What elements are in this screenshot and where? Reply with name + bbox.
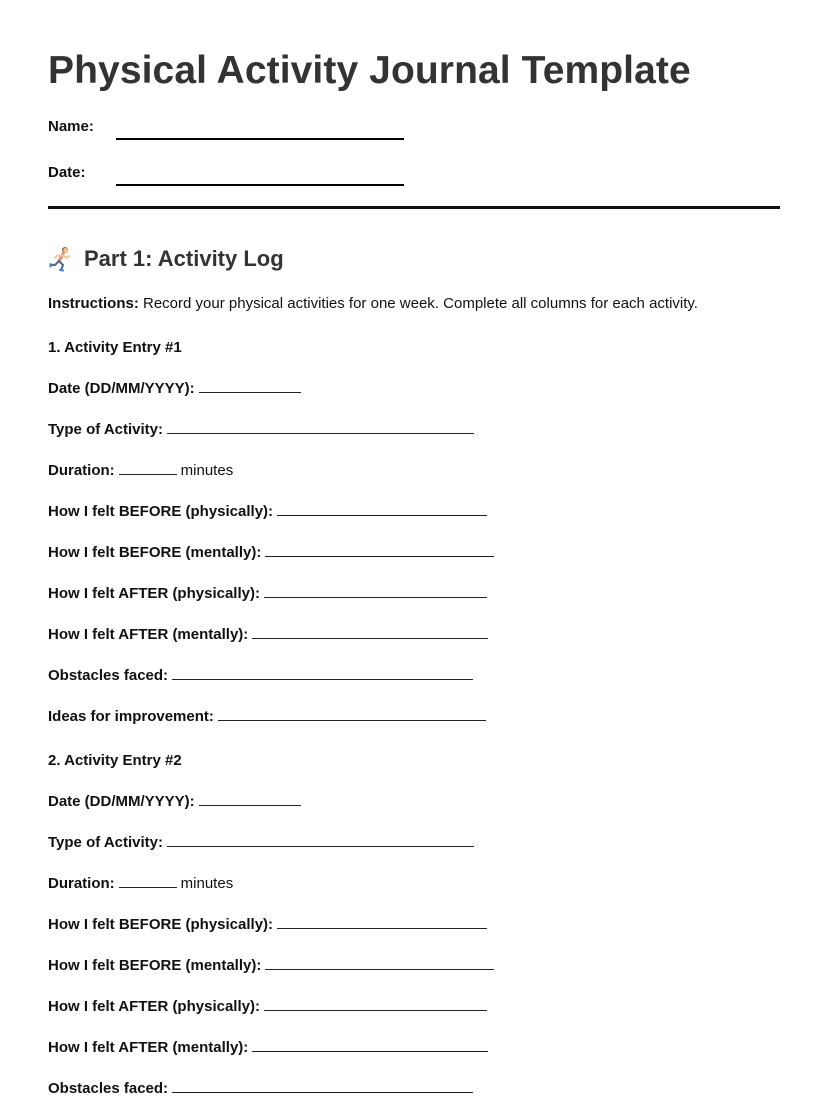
field-row: [48, 792, 780, 811]
date-row: [48, 160, 780, 182]
field-label: Obstacles faced:: [48, 667, 169, 684]
name-input-line[interactable]: [116, 122, 404, 140]
field-row: [48, 625, 780, 644]
field-row: [48, 1038, 780, 1057]
instructions: [48, 295, 780, 313]
blank-line[interactable]: [218, 707, 486, 721]
blank-line[interactable]: [252, 625, 488, 639]
field-row: [48, 543, 780, 562]
instructions-lead: Instructions:: [48, 295, 139, 312]
field-label: How I felt BEFORE (mentally):: [48, 544, 262, 561]
field-row: [48, 666, 780, 685]
field-label: Date (DD/MM/YYYY):: [48, 380, 195, 397]
header-fields: [48, 114, 780, 182]
entry-heading: 1. Activity Entry #1: [48, 339, 182, 356]
page-title: Physical Activity Journal Template: [48, 49, 691, 92]
section-divider: [48, 206, 780, 209]
blank-line[interactable]: [277, 915, 487, 929]
field-label: How I felt AFTER (physically):: [48, 998, 260, 1015]
activity-entry-1: [48, 339, 780, 726]
blank-line[interactable]: [199, 379, 301, 393]
field-label: Duration:: [48, 875, 115, 892]
field-row: [48, 874, 780, 893]
field-label: How I felt BEFORE (mentally):: [48, 957, 262, 974]
date-input-line[interactable]: [116, 168, 404, 186]
field-row: [48, 707, 780, 726]
field-row: [48, 1079, 780, 1098]
blank-line[interactable]: [167, 420, 474, 434]
entry-heading: 2. Activity Entry #2: [48, 752, 182, 769]
field-label: Obstacles faced:: [48, 1080, 169, 1097]
unit-label: minutes: [180, 462, 234, 479]
blank-line[interactable]: [119, 461, 177, 475]
field-row: [48, 420, 780, 439]
unit-label: minutes: [180, 875, 234, 892]
field-row: [48, 461, 780, 480]
date-label: Date:: [48, 164, 86, 181]
field-label: How I felt AFTER (mentally):: [48, 626, 249, 643]
blank-line[interactable]: [119, 874, 177, 888]
field-row: [48, 584, 780, 603]
field-label: How I felt BEFORE (physically):: [48, 916, 274, 933]
field-row: [48, 956, 780, 975]
blank-line[interactable]: [199, 792, 301, 806]
field-label: Type of Activity:: [48, 421, 164, 438]
field-label: Ideas for improvement:: [48, 708, 214, 725]
blank-line[interactable]: [265, 956, 494, 970]
running-person-icon: [48, 246, 74, 272]
blank-line[interactable]: [172, 666, 473, 680]
field-label: Date (DD/MM/YYYY):: [48, 793, 195, 810]
blank-line[interactable]: [252, 1038, 488, 1052]
blank-line[interactable]: [265, 543, 494, 557]
field-label: How I felt BEFORE (physically):: [48, 503, 274, 520]
field-label: Duration:: [48, 462, 115, 479]
blank-line[interactable]: [264, 997, 487, 1011]
blank-line[interactable]: [167, 833, 474, 847]
field-row: [48, 915, 780, 934]
field-row: [48, 502, 780, 521]
blank-line[interactable]: [172, 1079, 473, 1093]
name-row: [48, 114, 780, 136]
field-row: [48, 997, 780, 1016]
field-label: Type of Activity:: [48, 834, 164, 851]
field-row: [48, 833, 780, 852]
field-label: How I felt AFTER (mentally):: [48, 1039, 249, 1056]
blank-line[interactable]: [277, 502, 487, 516]
section-heading-text: Part 1: Activity Log: [84, 246, 284, 271]
field-label: How I felt AFTER (physically):: [48, 585, 260, 602]
section-heading: [48, 245, 780, 273]
field-row: [48, 379, 780, 398]
instructions-text: Record your physical activities for one week. Complete all columns for each activity.: [138, 295, 698, 312]
blank-line[interactable]: [264, 584, 487, 598]
name-label: Name:: [48, 118, 94, 135]
activity-entry-2: [48, 752, 780, 1098]
